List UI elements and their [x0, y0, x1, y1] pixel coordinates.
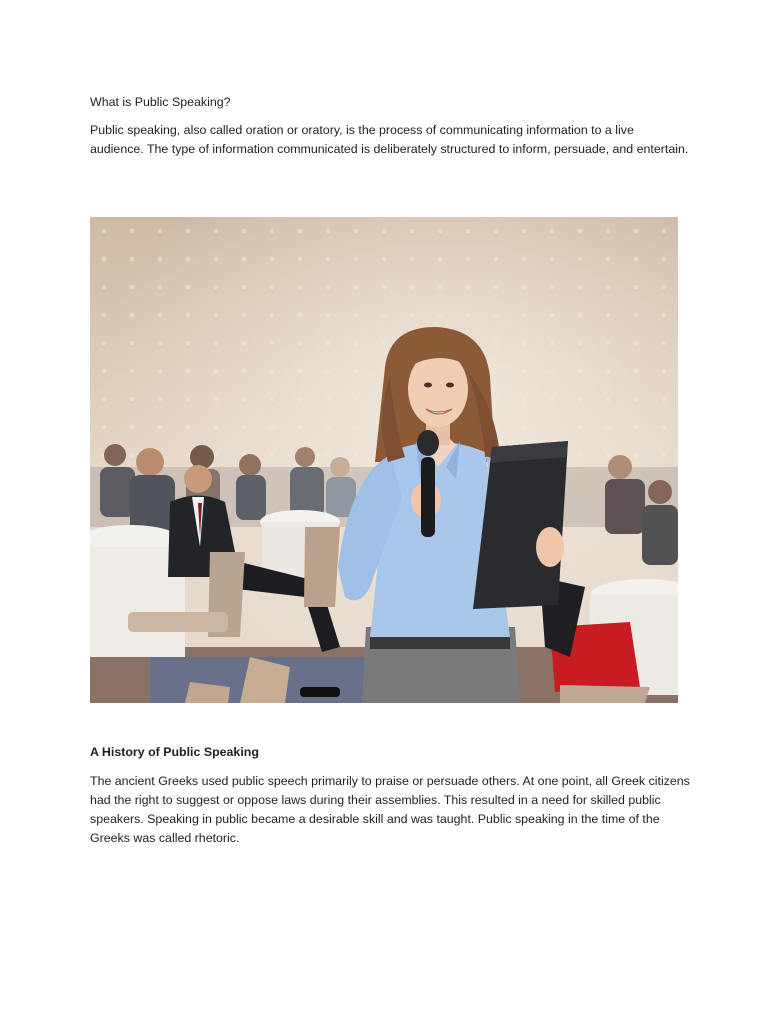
speaker-photo-illustration — [90, 217, 678, 703]
section-heading-history: A History of Public Speaking — [90, 745, 259, 759]
section-heading-what-is: What is Public Speaking? — [90, 95, 231, 109]
speaker-photo — [90, 217, 678, 703]
intro-paragraph: Public speaking, also called oration or oratory, is the process of communicating information to a live audience. The type of information communicated is deliberately structured to inform, persuade, and entertain. — [90, 123, 689, 156]
history-paragraph: The ancient Greeks used public speech primarily to praise or persuade others. At one point, all Greek citizens had the right to suggest or oppose laws during their assemblies. This resulted in a need for skilled public speakers. Speaking in public became a desirable skill and was taught. Public speaking in the time of the Greeks was called rhetoric. — [90, 774, 690, 845]
